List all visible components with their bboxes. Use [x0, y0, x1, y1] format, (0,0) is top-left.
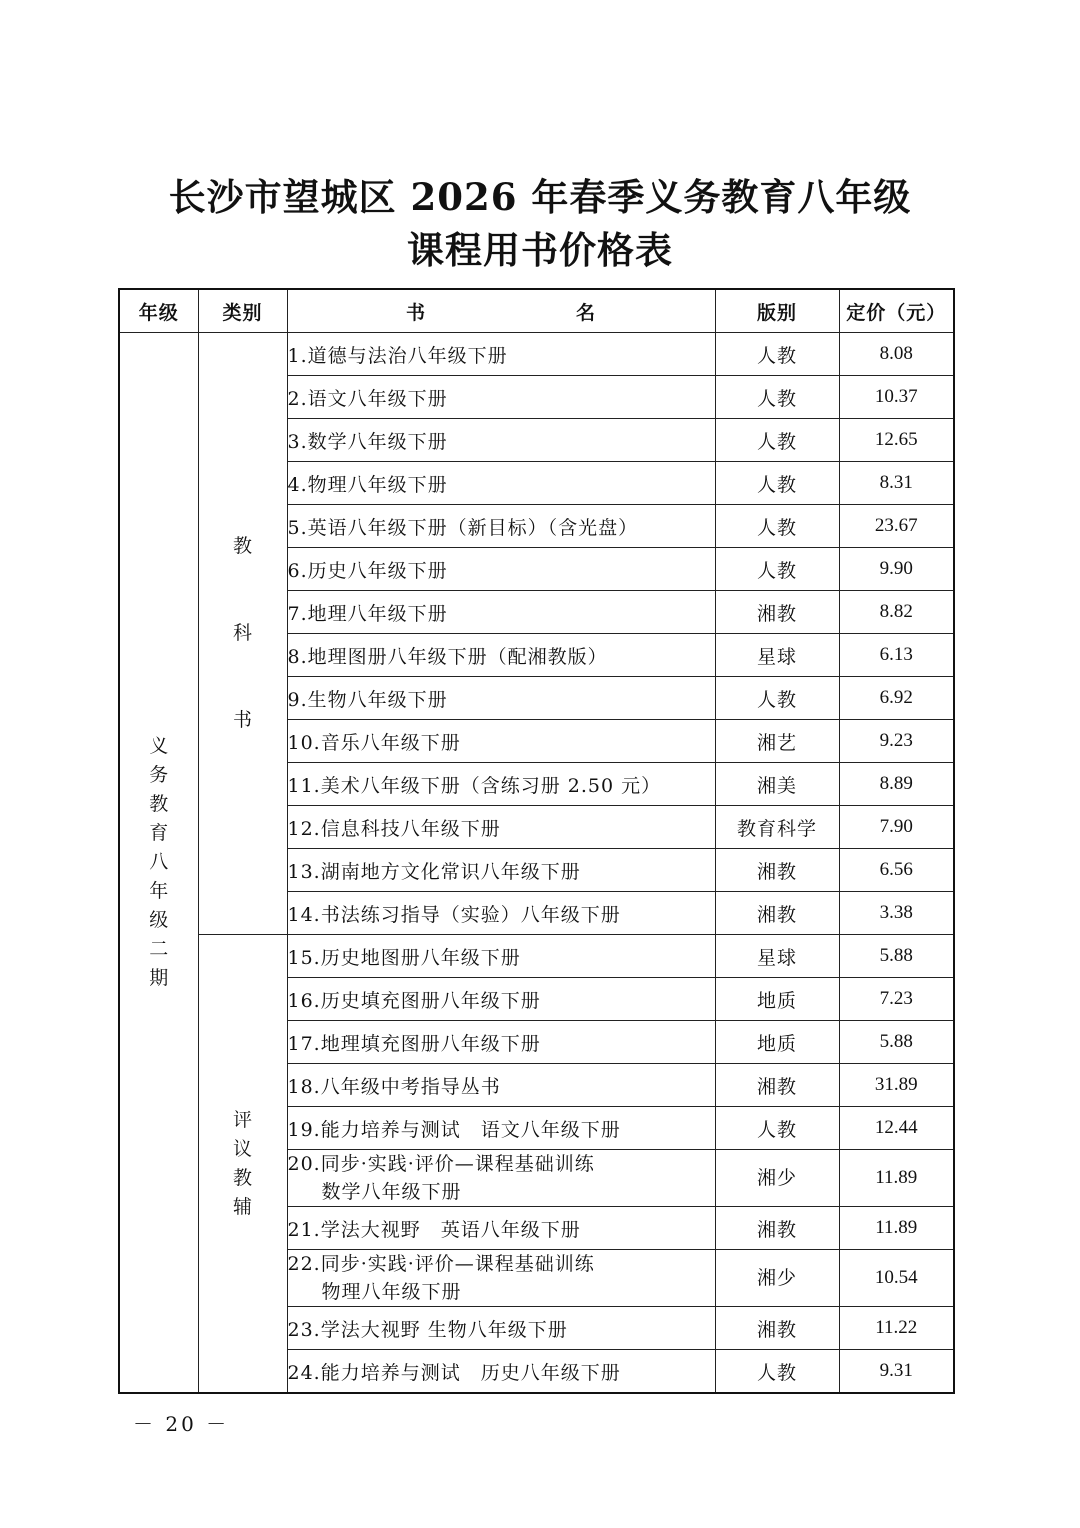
grade-cell-char: 八 [149, 851, 169, 873]
edition-cell: 湘艺 [715, 720, 839, 763]
grade-cell-char: 期 [149, 967, 169, 989]
book-name-cell [287, 935, 715, 978]
book-name-cell [287, 419, 715, 462]
book-name: 21.学法大视野 英语八年级下册 [287, 1218, 581, 1241]
edition-cell: 人教 [715, 376, 839, 419]
price-table [118, 288, 955, 1394]
book-name: 19.能力培养与测试 语文八年级下册 [287, 1118, 621, 1141]
grade-cell-char: 教 [149, 793, 169, 815]
book-name: 7.地理八年级下册 [287, 602, 448, 625]
book-name-cell [287, 1150, 715, 1207]
edition-cell: 湘教 [715, 1307, 839, 1350]
book-name: 10.音乐八年级下册 [287, 731, 461, 754]
category-textbook-cell-char: 教 [232, 535, 252, 557]
edition-cell: 人教 [715, 677, 839, 720]
book-name: 12.信息科技八年级下册 [287, 817, 501, 840]
header-book-name-char-1: 书 [405, 301, 426, 324]
book-name-line-2: 物理八年级下册 [321, 1281, 462, 1303]
book-name-cell [287, 634, 715, 677]
edition-cell: 星球 [715, 935, 839, 978]
edition-cell: 湘教 [715, 591, 839, 634]
book-name-cell [287, 1064, 715, 1107]
book-name: 8.地理图册八年级下册（配湘教版） [287, 645, 608, 668]
book-name-cell [287, 548, 715, 591]
grade-cell-char: 义 [149, 735, 169, 757]
category-supplementary-cell [198, 935, 287, 1394]
book-name: 23.学法大视野 生物八年级下册 [287, 1318, 568, 1341]
price-cell: 7.90 [839, 806, 954, 849]
price-cell: 8.31 [839, 462, 954, 505]
document-title-line-1: 长沙市望城区 2026 年春季义务教育八年级 [168, 175, 912, 219]
grade-cell-char: 务 [149, 764, 169, 786]
price-cell: 5.88 [839, 1021, 954, 1064]
header-edition: 版别 [715, 289, 839, 333]
grade-cell-char: 二 [149, 938, 169, 960]
book-name-cell [287, 763, 715, 806]
edition-cell: 地质 [715, 1021, 839, 1064]
price-cell: 3.38 [839, 892, 954, 935]
header-book-name [287, 289, 715, 333]
book-name-cell [287, 806, 715, 849]
price-cell: 11.89 [839, 1207, 954, 1250]
price-cell: 11.22 [839, 1307, 954, 1350]
edition-cell: 湘少 [715, 1250, 839, 1307]
book-name: 5.英语八年级下册（新目标）（含光盘） [287, 516, 639, 539]
price-cell: 5.88 [839, 935, 954, 978]
price-cell: 9.23 [839, 720, 954, 763]
category-supplementary-cell-char: 议 [232, 1137, 252, 1160]
grade-cell-char: 年 [149, 880, 169, 902]
book-name: 24.能力培养与测试 历史八年级下册 [287, 1361, 621, 1384]
book-name: 3.数学八年级下册 [287, 430, 448, 453]
book-name: 17.地理填充图册八年级下册 [287, 1032, 541, 1055]
book-name-cell [287, 591, 715, 634]
grade-cell-char: 育 [149, 822, 169, 844]
category-supplementary-cell-char: 教 [232, 1166, 252, 1189]
edition-cell: 人教 [715, 1350, 839, 1394]
header-price: 定价（元） [839, 289, 954, 333]
edition-cell: 湘教 [715, 1064, 839, 1107]
grade-cell-char: 级 [149, 909, 169, 931]
price-cell: 10.37 [839, 376, 954, 419]
book-name: 6.历史八年级下册 [287, 559, 448, 582]
header-book-name-char-2: 名 [576, 301, 597, 324]
table-header-row [119, 289, 954, 333]
book-name: 16.历史填充图册八年级下册 [287, 989, 541, 1012]
book-name: 1.道德与法治八年级下册 [287, 344, 508, 367]
document-title-line-2: 课程用书价格表 [407, 228, 673, 272]
price-cell: 8.89 [839, 763, 954, 806]
edition-cell: 湘教 [715, 892, 839, 935]
book-name-cell [287, 1107, 715, 1150]
book-name-cell [287, 1250, 715, 1307]
price-cell: 12.44 [839, 1107, 954, 1150]
edition-cell: 星球 [715, 634, 839, 677]
book-name: 9.生物八年级下册 [287, 688, 448, 711]
page-number: － 20 － [133, 1412, 230, 1436]
book-name: 2.语文八年级下册 [287, 387, 448, 410]
book-name: 4.物理八年级下册 [287, 473, 448, 496]
book-name-cell [287, 849, 715, 892]
edition-cell: 地质 [715, 978, 839, 1021]
book-name-cell [287, 1021, 715, 1064]
table-row [119, 935, 954, 978]
price-cell: 23.67 [839, 505, 954, 548]
category-textbook-cell-char: 书 [232, 709, 252, 731]
edition-cell: 湘教 [715, 849, 839, 892]
book-name-cell [287, 333, 715, 376]
edition-cell: 人教 [715, 333, 839, 376]
edition-cell: 湘少 [715, 1150, 839, 1207]
book-name-cell [287, 1350, 715, 1394]
book-name: 18.八年级中考指导丛书 [287, 1075, 501, 1098]
price-cell: 8.08 [839, 333, 954, 376]
book-name: 11.美术八年级下册（含练习册 2.50 元） [287, 774, 662, 797]
price-cell: 6.13 [839, 634, 954, 677]
book-name-cell [287, 462, 715, 505]
book-name: 13.湖南地方文化常识八年级下册 [287, 860, 581, 883]
edition-cell: 人教 [715, 548, 839, 591]
table-row [119, 333, 954, 376]
book-name-line-2: 数学八年级下册 [321, 1181, 462, 1203]
category-supplementary-cell-char: 辅 [232, 1195, 252, 1218]
price-cell: 31.89 [839, 1064, 954, 1107]
edition-cell: 湘教 [715, 1207, 839, 1250]
book-name-cell [287, 376, 715, 419]
edition-cell: 教育科学 [715, 806, 839, 849]
book-name: 14.书法练习指导（实验）八年级下册 [287, 903, 621, 926]
book-name-cell [287, 1207, 715, 1250]
category-textbook-cell [198, 333, 287, 935]
price-cell: 6.56 [839, 849, 954, 892]
edition-cell: 人教 [715, 462, 839, 505]
book-name-cell [287, 1307, 715, 1350]
header-category: 类别 [198, 289, 287, 333]
edition-cell: 湘美 [715, 763, 839, 806]
edition-cell: 人教 [715, 419, 839, 462]
edition-cell: 人教 [715, 1107, 839, 1150]
price-cell: 12.65 [839, 419, 954, 462]
price-cell: 11.89 [839, 1150, 954, 1207]
price-cell: 9.90 [839, 548, 954, 591]
book-name: 20.同步·实践·评价—课程基础训练 [287, 1153, 595, 1175]
book-name: 15.历史地图册八年级下册 [287, 946, 521, 969]
book-name: 22.同步·实践·评价—课程基础训练 [287, 1253, 595, 1275]
book-name-cell [287, 505, 715, 548]
book-name-cell [287, 978, 715, 1021]
table-body [119, 333, 954, 1394]
grade-cell [119, 333, 198, 1394]
price-cell: 10.54 [839, 1250, 954, 1307]
book-name-cell [287, 677, 715, 720]
price-cell: 6.92 [839, 677, 954, 720]
category-supplementary-cell-char: 评 [232, 1108, 252, 1131]
book-name-cell [287, 892, 715, 935]
price-cell: 9.31 [839, 1350, 954, 1394]
edition-cell: 人教 [715, 505, 839, 548]
category-textbook-cell-char: 科 [232, 622, 252, 644]
book-name-cell [287, 720, 715, 763]
price-cell: 7.23 [839, 978, 954, 1021]
price-cell: 8.82 [839, 591, 954, 634]
header-grade: 年级 [119, 289, 198, 333]
